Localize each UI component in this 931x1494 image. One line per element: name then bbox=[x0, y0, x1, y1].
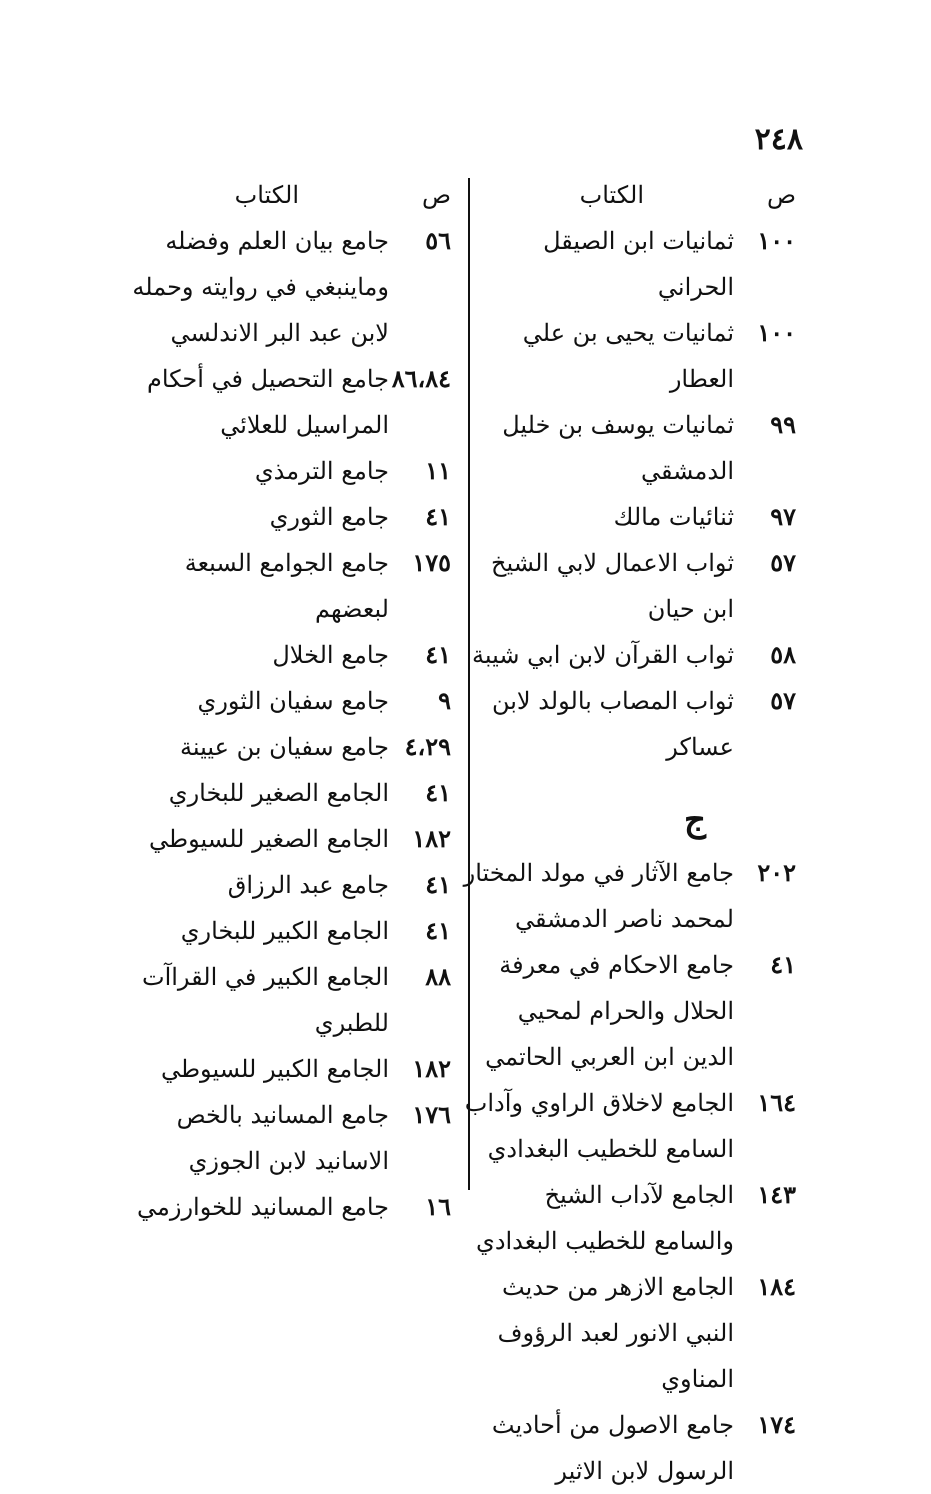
entry-page-number: ٢٠٢ bbox=[757, 858, 796, 887]
entry-title: جامع المسانيد بالخص الاسانيد لابن الجوزي bbox=[176, 1101, 389, 1175]
index-entry bbox=[111, 540, 451, 632]
column-header bbox=[111, 172, 451, 218]
index-entry bbox=[461, 218, 796, 310]
index-entry bbox=[461, 540, 796, 632]
index-column-right bbox=[461, 172, 796, 1494]
entry-page-number: ٤١ bbox=[425, 870, 451, 899]
entry-list-bottom bbox=[461, 850, 796, 1494]
section-letter: ج bbox=[684, 800, 706, 840]
index-entry bbox=[111, 448, 451, 494]
entry-page-number: ٥٦ bbox=[425, 226, 451, 255]
entry-page-number: ٨٦،٨٤ bbox=[391, 364, 451, 393]
entry-page-number: ٩ bbox=[438, 686, 451, 715]
entry-page-number: ٥٨ bbox=[770, 640, 796, 669]
index-entry bbox=[111, 908, 451, 954]
entry-page-number: ٤١ bbox=[770, 950, 796, 979]
index-entry bbox=[111, 494, 451, 540]
entry-page-number: ٥٧ bbox=[770, 686, 796, 715]
index-entry bbox=[461, 1172, 796, 1264]
entry-title: جامع الآثار في مولد المختار لمحمد ناصر الدمشقي bbox=[463, 859, 734, 933]
entry-title: جامع عبد الرزاق bbox=[227, 871, 389, 899]
entry-page-number: ٩٩ bbox=[770, 410, 796, 439]
entry-title: ثمانيات يوسف بن خليل الدمشقي bbox=[502, 411, 734, 485]
entry-title: الجامع الازهر من حديث النبي الانور لعبد الرؤوف المناوي bbox=[497, 1273, 734, 1393]
header-page: ص bbox=[421, 181, 451, 209]
index-entry bbox=[461, 632, 796, 678]
entry-page-number: ٤١ bbox=[425, 916, 451, 945]
entry-page-number: ١٨٢ bbox=[412, 824, 451, 853]
index-entry bbox=[111, 862, 451, 908]
entry-title: جامع الاصول من أحاديث الرسول لابن الاثير bbox=[491, 1411, 734, 1485]
index-entry bbox=[111, 1046, 451, 1092]
header-book: الكتاب bbox=[579, 181, 644, 209]
entry-title: جامع التحصيل في أحكام المراسيل للعلائي bbox=[146, 365, 389, 439]
entry-title: الجامع لآداب الشيخ والسامع للخطيب البغدادي bbox=[476, 1181, 734, 1255]
entry-title: الجامع الصغير للسيوطي bbox=[149, 825, 389, 853]
entry-title: الجامع الصغير للبخاري bbox=[168, 779, 389, 807]
index-entry bbox=[111, 770, 451, 816]
entry-title: جامع الخلال bbox=[272, 641, 389, 669]
index-entry bbox=[111, 1092, 451, 1184]
header-book: الكتاب bbox=[234, 181, 299, 209]
entry-title: ثمانيات ابن الصيقل الحراني bbox=[543, 227, 734, 301]
index-entry bbox=[461, 494, 796, 540]
index-entry bbox=[461, 678, 796, 770]
column-header bbox=[461, 172, 796, 218]
entry-title: ثنائيات مالك bbox=[613, 503, 734, 531]
entry-title: جامع الثوري bbox=[269, 503, 389, 531]
entry-title: ثواب الاعمال لابي الشيخ ابن حيان bbox=[490, 549, 734, 623]
entry-page-number: ١٨٤ bbox=[757, 1272, 796, 1301]
entry-title: جامع سفيان بن عيينة bbox=[180, 733, 389, 761]
index-entry bbox=[461, 942, 796, 1080]
entry-page-number: ٩٧ bbox=[770, 502, 796, 531]
index-entry bbox=[111, 218, 451, 356]
index-entry bbox=[111, 954, 451, 1046]
entry-title: جامع سفيان الثوري bbox=[197, 687, 389, 715]
entry-page-number: ١٧٤ bbox=[757, 1410, 796, 1439]
entry-title: الجامع الكبير في القراآت للطبري bbox=[141, 963, 389, 1037]
index-entry bbox=[461, 1080, 796, 1172]
entry-page-number: ٨٨ bbox=[425, 962, 451, 991]
entry-title: جامع الاحكام في معرفة الحلال والحرام لمحيي الدين ابن العربي الحاتمي bbox=[485, 951, 734, 1071]
entry-title: الجامع لاخلاق الراوي وآداب السامع للخطيب البغدادي bbox=[464, 1089, 734, 1163]
entry-title: ثمانيات يحيى بن علي العطار bbox=[522, 319, 734, 393]
entry-list bbox=[111, 218, 451, 1230]
index-entry bbox=[111, 724, 451, 770]
entry-title: جامع الجوامع السبعة لبعضهم bbox=[184, 549, 389, 623]
entry-title: جامع المسانيد للخوارزمي bbox=[137, 1193, 389, 1221]
page-number: ٢٤٨ bbox=[754, 122, 803, 157]
index-entry bbox=[111, 1184, 451, 1230]
index-entry bbox=[111, 816, 451, 862]
entry-title: ثواب المصاب بالولد لابن عساكر bbox=[491, 687, 734, 761]
index-entry bbox=[461, 1264, 796, 1402]
entry-page-number: ١٠٠ bbox=[757, 226, 796, 255]
index-entry bbox=[461, 310, 796, 402]
entry-page-number: ٤١ bbox=[425, 640, 451, 669]
entry-title: ثواب القرآن لابن ابي شيبة bbox=[472, 641, 734, 669]
entry-title: الجامع الكبير للسيوطي bbox=[160, 1055, 389, 1083]
index-entry bbox=[111, 356, 451, 448]
index-entry bbox=[111, 678, 451, 724]
entry-page-number: ١١ bbox=[425, 456, 451, 485]
index-entry bbox=[461, 850, 796, 942]
header-page: ص bbox=[766, 181, 796, 209]
entry-page-number: ١٠٠ bbox=[757, 318, 796, 347]
entry-page-number: ٤،٢٩ bbox=[404, 732, 451, 761]
entry-page-number: ٤١ bbox=[425, 778, 451, 807]
entry-page-number: ١٧٦ bbox=[412, 1100, 451, 1129]
index-column-left bbox=[111, 172, 451, 1230]
entry-list-top bbox=[461, 218, 796, 770]
entry-page-number: ١٦٤ bbox=[757, 1088, 796, 1117]
entry-page-number: ١٤٣ bbox=[757, 1180, 796, 1209]
index-entry bbox=[461, 402, 796, 494]
entry-title: الجامع الكبير للبخاري bbox=[180, 917, 389, 945]
entry-page-number: ١٦ bbox=[425, 1192, 451, 1221]
index-entry bbox=[461, 1402, 796, 1494]
entry-page-number: ١٨٢ bbox=[412, 1054, 451, 1083]
entry-title: جامع بيان العلم وفضله وماينبغي في روايته وحمله لابن عبد البر الاندلسي bbox=[132, 227, 389, 347]
entry-title: جامع الترمذي bbox=[254, 457, 389, 485]
index-entry bbox=[111, 632, 451, 678]
entry-page-number: ٤١ bbox=[425, 502, 451, 531]
entry-page-number: ١٧٥ bbox=[412, 548, 451, 577]
entry-page-number: ٥٧ bbox=[770, 548, 796, 577]
